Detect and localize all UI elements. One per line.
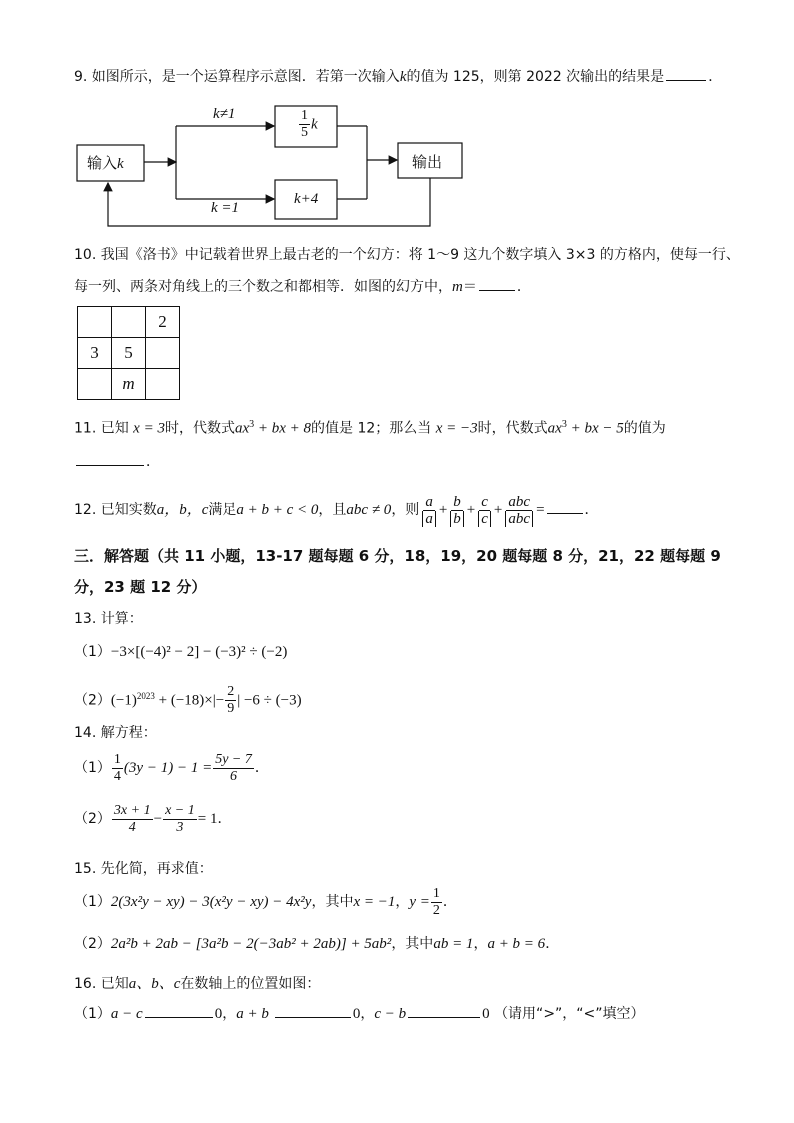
q9-text-a: 9. 如图所示，是一个运算程序示意图．若第一次输入	[74, 69, 400, 85]
q15-part2: （2）2a²b + 2ab − [3a²b − 2(−3ab² + 2ab)] + 5ab²，其中ab = 1，a + b = 6．	[74, 936, 560, 952]
flow-top-expr: $\frac{1}{5}$ k	[301, 108, 318, 140]
q16-part1: （1）a − c 0，a + b 0，c − b 0 （请用“>”，“<”填空）	[74, 1003, 645, 1024]
q11-answer-blank[interactable]	[76, 451, 144, 466]
q14-part2: （2） $\frac{3x + 1}{4}$ − $\frac{x - 1}{3}$ = 1．	[74, 802, 232, 835]
q13-part1: （1）−3×[(−4)² − 2] − (−3)² ÷ (−2)	[74, 644, 288, 660]
q9-var-k: k	[399, 69, 407, 85]
magic-square	[77, 306, 180, 400]
q16-blank-3[interactable]	[408, 1003, 480, 1018]
flow-cond-top: k≠1	[213, 106, 236, 122]
q10-line2: 每一列、两条对角线上的三个数之和都相等．如图的幻方中，m＝ ．	[74, 276, 531, 297]
magic-cell: m	[112, 369, 146, 400]
q9-flowchart	[0, 0, 794, 240]
flow-input-label: 输入k	[87, 154, 124, 172]
flow-output-label: 输出	[412, 153, 443, 171]
q14-part1: （1） $\frac{1}{4}$ (3y − 1) − 1 = $\frac{5y - 7}{6}$ ．	[74, 751, 269, 784]
magic-cell	[112, 307, 146, 338]
q15-title: 15. 先化简，再求值：	[74, 861, 213, 877]
q12-line: 12. 已知实数a，b，c满足a + b + c < 0，且abc ≠ 0，则 $\frac{a}{a}$ + $\frac{b}{b}$ + $\frac{c}{c}$ + $\frac{\text{abc}}{\text{abc}}$ = ．	[74, 493, 599, 527]
q12-answer-blank[interactable]	[547, 499, 583, 514]
magic-cell: 3	[78, 338, 112, 369]
magic-cell	[146, 369, 180, 400]
magic-cell	[78, 369, 112, 400]
q10-answer-blank[interactable]	[479, 276, 515, 291]
q16-blank-1[interactable]	[145, 1003, 213, 1018]
section3-heading-2: 分，23 题 12 分）	[74, 578, 207, 596]
q13-title: 13. 计算：	[74, 611, 143, 627]
q16-blank-2[interactable]	[275, 1003, 351, 1018]
section3-heading-1: 三．解答题（共 11 小题，13-17 题每题 6 分，18，19，20 题每题 8 分，21，22 题每题 9	[74, 547, 721, 565]
q16-title: 16. 已知a、b、c在数轴上的位置如图：	[74, 976, 321, 992]
flow-bottom-expr: k+4	[294, 191, 319, 207]
flow-cond-bottom: k =1	[211, 200, 240, 216]
q13-part2: $(2)(-1)^{2023} + (-18)\times|-$ $\frac{2}{9}$ | −6 ÷ (−3)	[74, 684, 302, 717]
magic-cell: 2	[146, 307, 180, 338]
q15-part1: （1）2(3x²y − xy) − 3(x²y − xy) − 4x²y，其中x = −1，y = $\frac{1}{2}$ ．	[74, 885, 457, 918]
magic-cell	[146, 338, 180, 369]
q14-title: 14. 解方程：	[74, 725, 157, 741]
flow-loop-back	[108, 178, 430, 226]
q11-line1: 11. 已知 x = 3时，代数式$ax^3$ + bx + 8的值是 12；那么当 x = −3时，代数式$ax^3$ + bx − 5的值为	[74, 419, 666, 437]
magic-cell: 5	[112, 338, 146, 369]
q9-end: ．	[708, 69, 723, 85]
q10-line1: 10. 我国《洛书》中记载着世界上最古老的一个幻方：将 1～9 这九个数字填入 3×3 的方格内，使每一行、	[74, 247, 740, 263]
q11-line2: ．	[74, 451, 160, 472]
q9-text-b: 的值为 125，则第 2022 次输出的结果是	[406, 69, 665, 85]
magic-cell	[78, 307, 112, 338]
